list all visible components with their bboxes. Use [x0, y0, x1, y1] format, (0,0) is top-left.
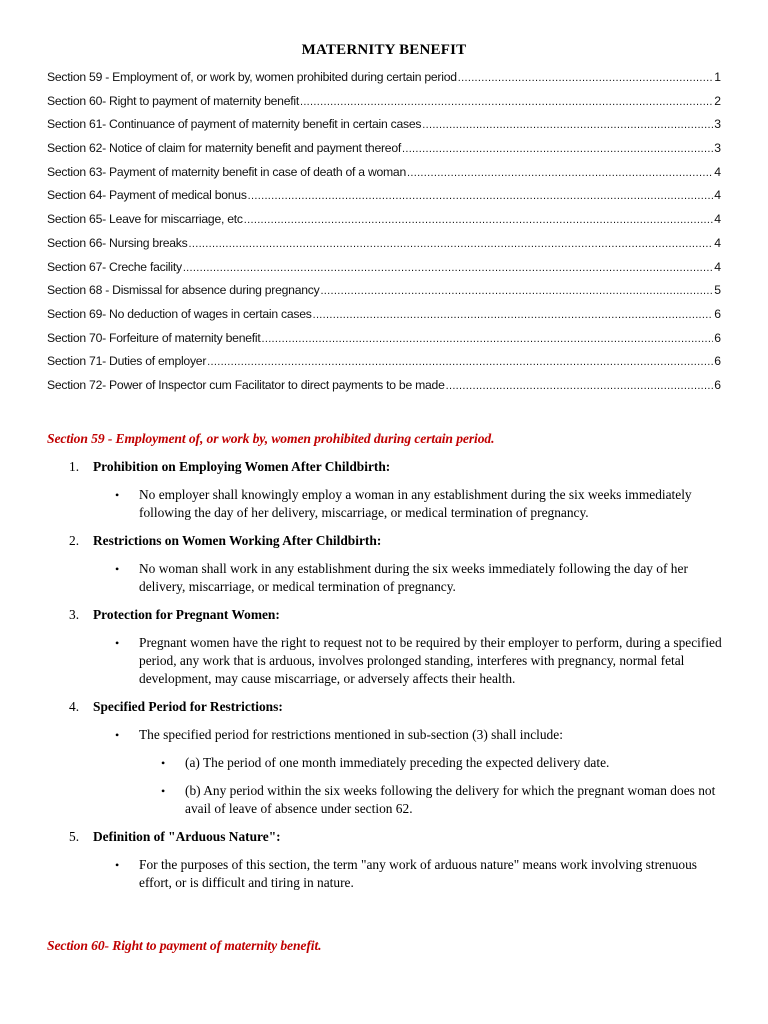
item-number: 3. [69, 607, 80, 622]
item-title: Prohibition on Employing Women After Childbirth: [93, 459, 391, 474]
toc-leader-dots [402, 143, 713, 155]
toc-page-number: 4 [714, 164, 721, 179]
sub-bullet-item: • (a) The period of one month immediately preceding the expected delivery date. [139, 754, 727, 772]
toc-entry[interactable] [47, 212, 721, 236]
section-59 [47, 430, 727, 902]
toc-entry-text: Section 69- No deduction of wages in certain cases [47, 306, 312, 321]
item-title: Specified Period for Restrictions: [93, 699, 283, 714]
toc-entry-text: Section 64- Payment of medical bonus [47, 188, 247, 203]
toc-leader-dots [244, 214, 713, 226]
toc-entry[interactable] [47, 378, 721, 402]
toc-entry[interactable] [47, 283, 721, 307]
sub-bullet-item: • (b) Any period within the six weeks following the delivery for which the pregnant woman does not avail of leave of absence under section 62. [139, 782, 727, 818]
toc-leader-dots [300, 96, 713, 108]
toc-entry-text: Section 61- Continuance of payment of maternity benefit in certain cases [47, 117, 422, 132]
toc-page-number: 4 [714, 259, 721, 274]
toc-leader-dots [422, 119, 713, 131]
toc-leader-dots [446, 380, 714, 392]
toc-page-number: 6 [714, 306, 721, 321]
bullet-item: • No employer shall knowingly employ a woman in any establishment during the six weeks immediately following the day of her delivery, miscarriage, or medical termination of pregnancy. [93, 486, 727, 522]
toc-entry-text: Section 72- Power of Inspector cum Facilitator to direct payments to be made [47, 377, 445, 392]
provision-item [47, 458, 727, 522]
toc-entry-text: Section 65- Leave for miscarriage, etc [47, 212, 243, 227]
toc-entry[interactable] [47, 307, 721, 331]
provision-list [47, 458, 727, 892]
toc-entry[interactable] [47, 141, 721, 165]
toc-leader-dots [458, 72, 713, 84]
bullet-list [93, 634, 727, 688]
toc-page-number: 6 [714, 377, 721, 392]
toc-entry[interactable] [47, 236, 721, 260]
toc-entry[interactable] [47, 260, 721, 284]
toc-leader-dots [313, 309, 714, 321]
item-title: Protection for Pregnant Women: [93, 607, 280, 622]
toc-leader-dots [248, 190, 714, 202]
toc-leader-dots [189, 238, 714, 250]
bullet-text: The specified period for restrictions mentioned in sub-section (3) shall include: [139, 727, 563, 742]
toc-leader-dots [261, 333, 713, 345]
toc-leader-dots [183, 262, 713, 274]
toc-entry-text: Section 70- Forfeiture of maternity benefit [47, 330, 261, 345]
bullet-list [93, 486, 727, 522]
sub-bullet-list [139, 754, 727, 818]
section-60 [47, 938, 321, 954]
item-number: 5. [69, 829, 80, 844]
bullet-list [93, 856, 727, 892]
provision-item [47, 698, 727, 818]
bullet-list [93, 560, 727, 596]
toc-entry[interactable] [47, 188, 721, 212]
bullet-list [93, 726, 727, 818]
bullet-item: • Pregnant women have the right to request not to be required by their employer to perform, during a specified period, any work that is arduous, involves prolonged standing, interferes with pregnancy, normal fetal development, may cause miscarriage, or adversely affects their health. [93, 634, 727, 688]
item-title: Restrictions on Women Working After Childbirth: [93, 533, 382, 548]
toc-entry-text: Section 68 - Dismissal for absence during pregnancy [47, 283, 320, 298]
provision-item [47, 828, 727, 892]
table-of-contents [47, 70, 721, 402]
item-title: Definition of "Arduous Nature": [93, 829, 281, 844]
toc-page-number: 4 [714, 188, 721, 203]
toc-entry-text: Section 67- Creche facility [47, 259, 182, 274]
toc-entry[interactable] [47, 354, 721, 378]
toc-page-number: 3 [714, 117, 721, 132]
toc-entry-text: Section 66- Nursing breaks [47, 235, 188, 250]
toc-page-number: 3 [714, 141, 721, 156]
toc-page-number: 4 [714, 212, 721, 227]
toc-entry[interactable] [47, 94, 721, 118]
item-number: 1. [69, 459, 80, 474]
toc-entry[interactable] [47, 117, 721, 141]
section-heading: Section 60- Right to payment of maternity benefit. [47, 938, 322, 953]
toc-leader-dots [407, 167, 713, 179]
bullet-item: • For the purposes of this section, the term "any work of arduous nature" means work involving strenuous effort, or is difficult and tiring in nature. [93, 856, 727, 892]
bullet-item [93, 726, 727, 818]
toc-page-number: 1 [714, 70, 721, 84]
toc-page-number: 2 [714, 93, 721, 108]
toc-entry-text: Section 59 - Employment of, or work by, women prohibited during certain period [47, 70, 457, 84]
toc-entry-text: Section 60- Right to payment of maternity benefit [47, 93, 299, 108]
toc-entry-text: Section 62- Notice of claim for maternity benefit and payment thereof [47, 141, 401, 156]
toc-page-number: 6 [714, 354, 721, 369]
toc-leader-dots [320, 285, 713, 297]
toc-entry-text: Section 71- Duties of employer [47, 354, 207, 369]
provision-item [47, 532, 727, 596]
bullet-item: • No woman shall work in any establishment during the six weeks immediately following the day of her delivery, miscarriage, or medical termination of pregnancy. [93, 560, 727, 596]
item-number: 2. [69, 533, 80, 548]
toc-page-number: 5 [714, 283, 721, 298]
toc-entry[interactable] [47, 165, 721, 189]
section-heading: Section 59 - Employment of, or work by, women prohibited during certain period. [47, 431, 495, 446]
item-number: 4. [69, 699, 80, 714]
toc-entry-text: Section 63- Payment of maternity benefit in case of death of a woman [47, 164, 406, 179]
toc-page-number: 4 [714, 235, 721, 250]
toc-entry[interactable] [47, 70, 721, 94]
document-title: MATERNITY BENEFIT [301, 42, 467, 58]
toc-entry[interactable] [47, 331, 721, 355]
toc-leader-dots [207, 356, 713, 368]
toc-page-number: 6 [714, 330, 721, 345]
provision-item [47, 606, 727, 688]
